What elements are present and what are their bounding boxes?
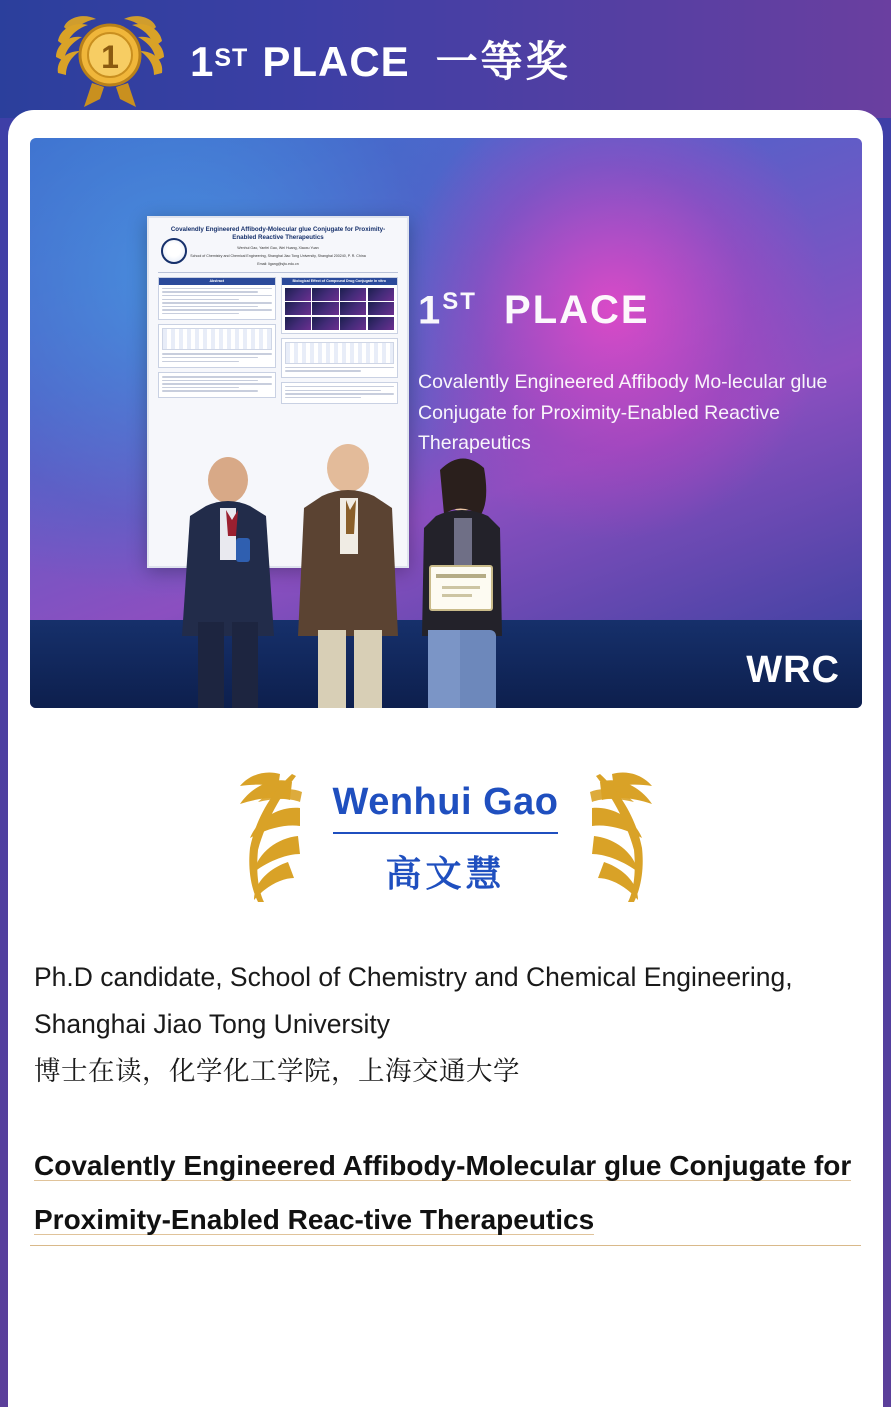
paper-title-text: Covalently Engineered Affibody-Molecular glue Conjugate for Proximity-Enabled Reac-tive Therapeutics [34,1150,852,1235]
poster-authors: Wenhui Gao, Yanfei Gao, Wei Huang, Xiaoxu Yuan [237,245,319,250]
person-presenter-center [298,444,398,708]
laurel-medal-icon [44,11,176,107]
person-awardee [422,458,502,708]
poster-email: Email: ligang@sjtu.edu.cn [257,261,299,266]
affiliation-cn: 博士在读，化学化工学院，上海交通大学 [34,1056,520,1087]
laurel-branch-icon [196,768,306,911]
affiliation-block [30,954,861,1095]
awardee-names [306,781,586,897]
overlay-paper-subtitle: Covalently Engineered Affibody Mo-lecular glue Conjugate for Proximity-Enabled Reactive Therapeutics [418,371,828,454]
awardee-name-block [30,764,861,914]
overlay-place-suffix: ST [442,288,477,315]
laurel-branch-icon [586,768,696,911]
affiliation-en: Ph.D candidate, School of Chemistry and Chemical Engineering, Shanghai Jiao Tong University [34,962,793,1040]
medal-rank-number: 1 [101,39,119,75]
header-banner [0,0,891,118]
banner-place-number: 1 [190,38,215,85]
overlay-place-word: PLACE [504,288,650,333]
poster-title: Covalendly Engineered Affibody-Molecular glue Conjugate for Proximity-Enabled Reactive Therapeutics [170,226,386,242]
poster-results-heading: Biological Effect of Compound Drug Conjugate in vitro [282,278,398,285]
overlay-place-title [418,288,848,333]
content-card [8,110,883,1407]
wrc-watermark: WRC [746,649,840,691]
poster-abstract-heading: Abstract [159,278,275,285]
awardee-name-en: Wenhui Gao [333,781,559,834]
paper-title [30,1139,861,1245]
awardee-name-cn: 高文慧 [385,853,506,894]
banner-place-cn: 一等奖 [435,38,571,85]
photo-overlay-text [418,288,848,458]
award-ceremony-photo [30,138,862,708]
poster-affiliation: School of Chemistry and Chemical Engineering, Shanghai Jiao Tong University, Shanghai 200240, P. R. China [190,253,366,258]
overlay-place-number: 1 [418,288,443,333]
person-presenter-left [182,457,274,708]
banner-title [190,29,571,89]
banner-place-word: PLACE [262,38,410,85]
banner-place-suffix: ST [214,44,249,72]
